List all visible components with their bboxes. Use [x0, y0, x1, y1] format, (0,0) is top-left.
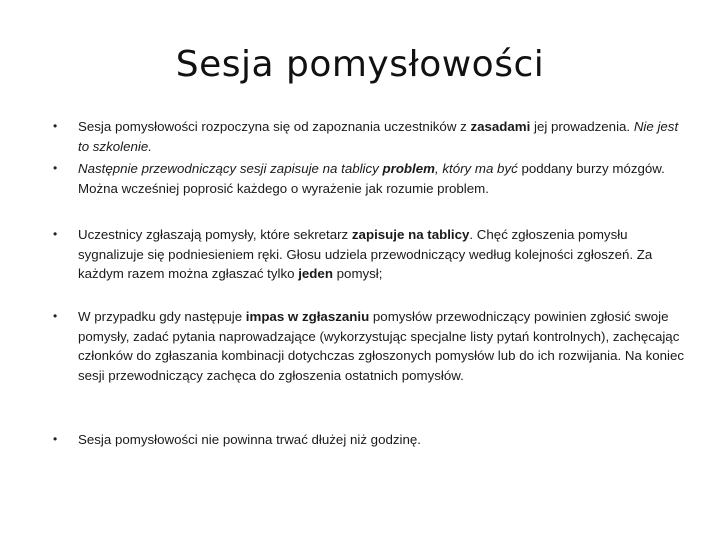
bullet-item-2	[78, 159, 688, 198]
bullet-dot: •	[53, 432, 58, 446]
slide-title: Sesja pomysłowości	[175, 44, 545, 85]
bullet-dot: •	[53, 227, 58, 241]
bullet-dot: •	[53, 309, 58, 323]
bullet-2-text-b: problem	[382, 161, 435, 176]
bullet-4-text-b: impas w zgłaszaniu	[245, 309, 370, 324]
bullet-3-text-b: zapisuje na tablicy	[351, 227, 470, 242]
bullet-3-text-d: jeden	[298, 266, 333, 281]
bullet-2-text-c: , który ma być	[434, 161, 518, 176]
bullet-1-text-b: zasadami	[470, 119, 531, 134]
bullet-item-4	[78, 307, 688, 385]
bullet-3-text-e: pomysł;	[332, 266, 383, 281]
bullet-2-text-a: Następnie przewodniczący sesji zapisuje na tablicy	[78, 161, 383, 176]
bullet-dot: •	[53, 119, 58, 133]
bullet-1-text-d: Nie jest to szkolenie.	[78, 119, 679, 154]
bullet-3-text-a: Uczestnicy zgłaszają pomysły, które sekretarz	[78, 227, 352, 242]
bullet-2-text-d: poddany burzy mózgów. Można wcześniej poprosić każdego o wyrażenie jak rozumie problem.	[78, 161, 665, 196]
bullet-3-text-c: . Chęć zgłoszenia pomysłu sygnalizuje się podniesieniem ręki. Głosu udziela przewodniczący według kolejności zgłoszeń. Za każdym razem można zgłaszać tylko	[78, 227, 653, 281]
bullet-item-1	[78, 117, 688, 156]
bullet-1-text-a: Sesja pomysłowości rozpoczyna się od zapoznania uczestników z	[78, 119, 471, 134]
bullet-5-text-a: Sesja pomysłowości nie powinna trwać dłużej niż godzinę.	[78, 432, 421, 447]
bullet-4-text-a: W przypadku gdy następuje	[78, 309, 246, 324]
bullet-1-text-c: jej prowadzenia.	[530, 119, 634, 134]
bullet-item-5	[78, 430, 688, 450]
bullet-4-text-c: pomysłów przewodniczący powinien zgłosić swoje pomysły, zadać pytania naprowadzające (wykorzystując specjalne listy pytań kontrolnych), zachęcając członków do zgłaszania kombinacji dotychczas zgłoszonych pomysłów lub do ich rozwijania. Na koniec sesji przewodniczący zachęca do zgłoszenia ostatnich pomysłów.	[78, 309, 685, 383]
bullet-dot: •	[53, 161, 58, 175]
bullet-item-3	[78, 225, 688, 284]
